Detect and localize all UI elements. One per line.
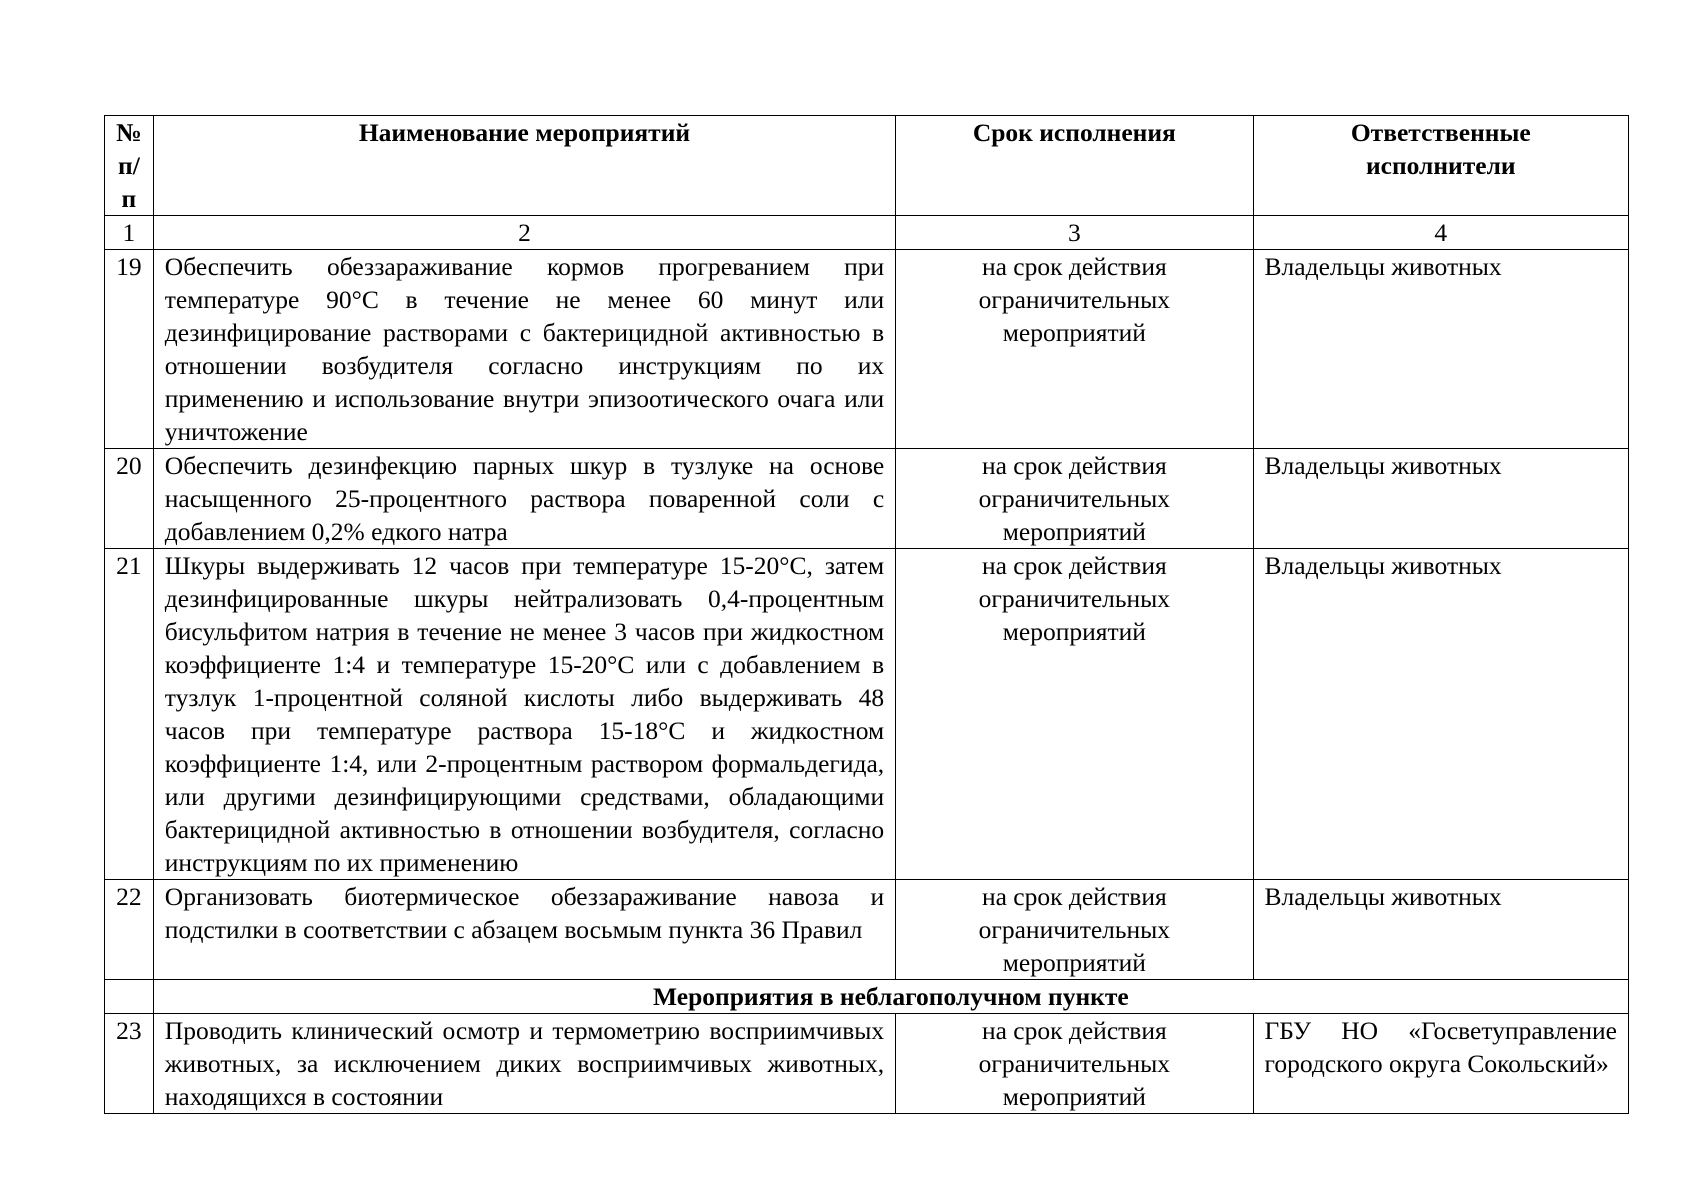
column-index: 2 bbox=[153, 216, 895, 250]
measure-term: на срок действия ограничительных мероприятий bbox=[896, 549, 1253, 880]
section-title: Мероприятия в неблагополучном пункте bbox=[153, 980, 1628, 1014]
header-row bbox=[105, 116, 1629, 216]
measure-responsible: Владельцы животных bbox=[1253, 250, 1628, 449]
measure-term: на срок действия ограничительных мероприятий bbox=[896, 1014, 1253, 1114]
table-row bbox=[105, 449, 1629, 549]
measure-description: Организовать биотермическое обеззараживание навоза и подстилки в соответствии с абзацем восьмым пункта 36 Правил bbox=[153, 880, 895, 980]
table-row bbox=[105, 1014, 1629, 1114]
measures-table bbox=[104, 115, 1629, 1114]
column-index: 1 bbox=[105, 216, 154, 250]
table-row bbox=[105, 250, 1629, 449]
row-number: 19 bbox=[105, 250, 154, 449]
row-number: 21 bbox=[105, 549, 154, 880]
measure-term: на срок действия ограничительных мероприятий bbox=[896, 250, 1253, 449]
measure-description: Обеспечить дезинфекцию парных шкур в тузлуке на основе насыщенного 25-процентного раствора поваренной соли с добавлением 0,2% едкого натра bbox=[153, 449, 895, 549]
measure-description: Обеспечить обеззараживание кормов прогреванием при температуре 90°С в течение не менее 60 минут или дезинфицирование растворами с бактерицидной активностью в отношении возбудителя согласно инструкциям по их применению и использование внутри эпизоотического очага или уничтожение bbox=[153, 250, 895, 449]
row-number: 20 bbox=[105, 449, 154, 549]
measure-responsible: Владельцы животных bbox=[1253, 549, 1628, 880]
measure-description: Шкуры выдерживать 12 часов при температуре 15-20°С, затем дезинфицированные шкуры нейтрализовать 0,4-процентным бисульфитом натрия в течение не менее 3 часов при жидкостном коэффициенте 1:4 и температуре 15-20°С или с добавлением в тузлук 1-процентной соляной кислоты либо выдерживать 48 часов при температуре раствора 15-18°С и жидкостном коэффициенте 1:4, или 2-процентным раствором формальдегида, или другими дезинфицирующими средствами, обладающими бактерицидной активностью в отношении возбудителя, согласно инструкциям по их применению bbox=[153, 549, 895, 880]
header-num: № п/п bbox=[105, 116, 154, 216]
measure-description: Проводить клинический осмотр и термометрию восприимчивых животных, за исключением диких восприимчивых животных, находящихся в состоянии bbox=[153, 1014, 895, 1114]
section-row bbox=[105, 980, 1629, 1014]
header-term: Срок исполнения bbox=[896, 116, 1253, 216]
table-row bbox=[105, 549, 1629, 880]
table-row bbox=[105, 880, 1629, 980]
header-responsible: Ответственные исполнители bbox=[1253, 116, 1628, 216]
header-name: Наименование мероприятий bbox=[153, 116, 895, 216]
column-index: 3 bbox=[896, 216, 1253, 250]
measure-responsible: ГБУ НО «Госветуправление городского округа Сокольский» bbox=[1253, 1014, 1628, 1114]
measure-responsible: Владельцы животных bbox=[1253, 880, 1628, 980]
row-number: 23 bbox=[105, 1014, 154, 1114]
section-empty-cell bbox=[105, 980, 154, 1014]
column-index: 4 bbox=[1253, 216, 1628, 250]
measure-term: на срок действия ограничительных мероприятий bbox=[896, 880, 1253, 980]
column-index-row bbox=[105, 216, 1629, 250]
measure-term: на срок действия ограничительных мероприятий bbox=[896, 449, 1253, 549]
measure-responsible: Владельцы животных bbox=[1253, 449, 1628, 549]
row-number: 22 bbox=[105, 880, 154, 980]
